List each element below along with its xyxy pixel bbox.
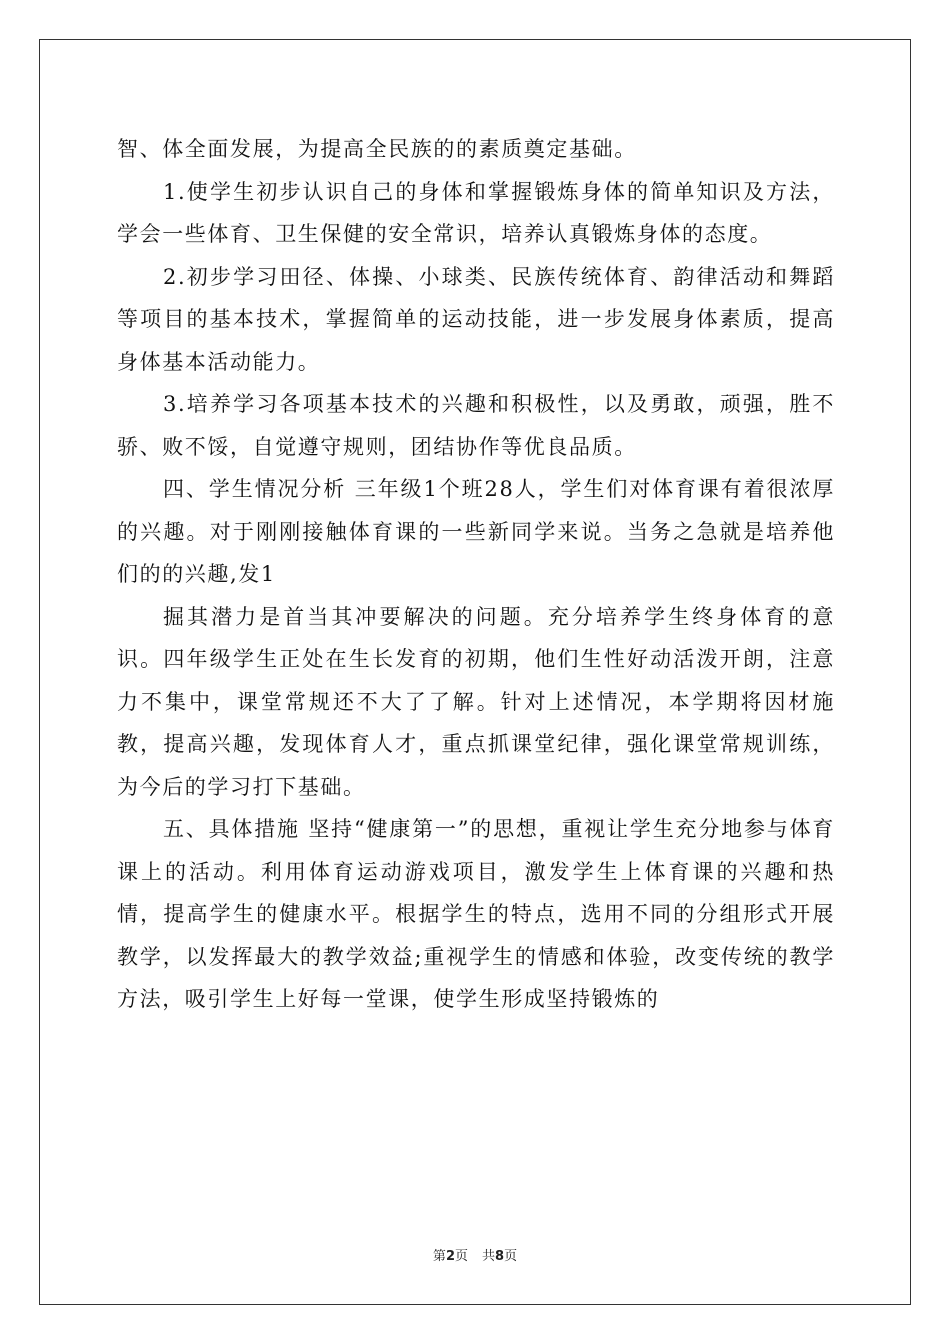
paragraph-goal-2: 2.初步学习田径、体操、小球类、民族传统体育、韵律活动和舞蹈等项目的基本技术，掌握简单的运动技能，进一步发展身体素质，提高身体基本活动能力。 (117, 264, 835, 374)
page-footer (0, 1245, 950, 1264)
paragraph-student-analysis: 四、学生情况分析 三年级1个班28人，学生们对体育课有着很浓厚的兴趣。对于刚刚接触体育课的一些新同学来说。当务之急就是培养他们的的兴趣,发1 (117, 477, 835, 586)
paragraph-goal-3: 3.培养学习各项基本技术的兴趣和积极性，以及勇敢，顽强，胜不骄、败不馁，自觉遵守规则，团结协作等优良品质。 (117, 392, 835, 459)
paragraph-student-analysis-cont: 掘其潜力是首当其冲要解决的问题。充分培养学生终身体育的意识。四年级学生正处在生长发育的初期，他们生性好动活泼开朗，注意力不集中，课堂常规还不大了了解。针对上述情况，本学期将因材施教，提高兴趣，发现体育人才，重点抓课堂纪律，强化课堂常规训练，为今后的学习打下基础。 (117, 604, 835, 799)
document-body (117, 128, 835, 1021)
paragraph-continuation: 智、体全面发展，为提高全民族的的素质奠定基础。 (117, 137, 637, 161)
paragraph-goal-1: 1.使学生初步认识自己的身体和掌握锻炼身体的简单知识及方法，学会一些体育、卫生保健的安全常识，培养认真锻炼身体的态度。 (117, 179, 835, 246)
paragraph-measures: 五、具体措施 坚持“健康第一”的思想，重视让学生充分地参与体育课上的活动。利用体育运动游戏项目，激发学生上体育课的兴趣和热情，提高学生的健康水平。根据学生的特点，选用不同的分组形式开展教学，以发挥最大的教学效益;重视学生的情感和体验，改变传统的教学方法，吸引学生上好每一堂课，使学生形成坚持锻炼的 (117, 817, 835, 1011)
page-number-label: 第2页 (432, 1249, 468, 1264)
page-total-label: 共8页 (482, 1249, 518, 1264)
